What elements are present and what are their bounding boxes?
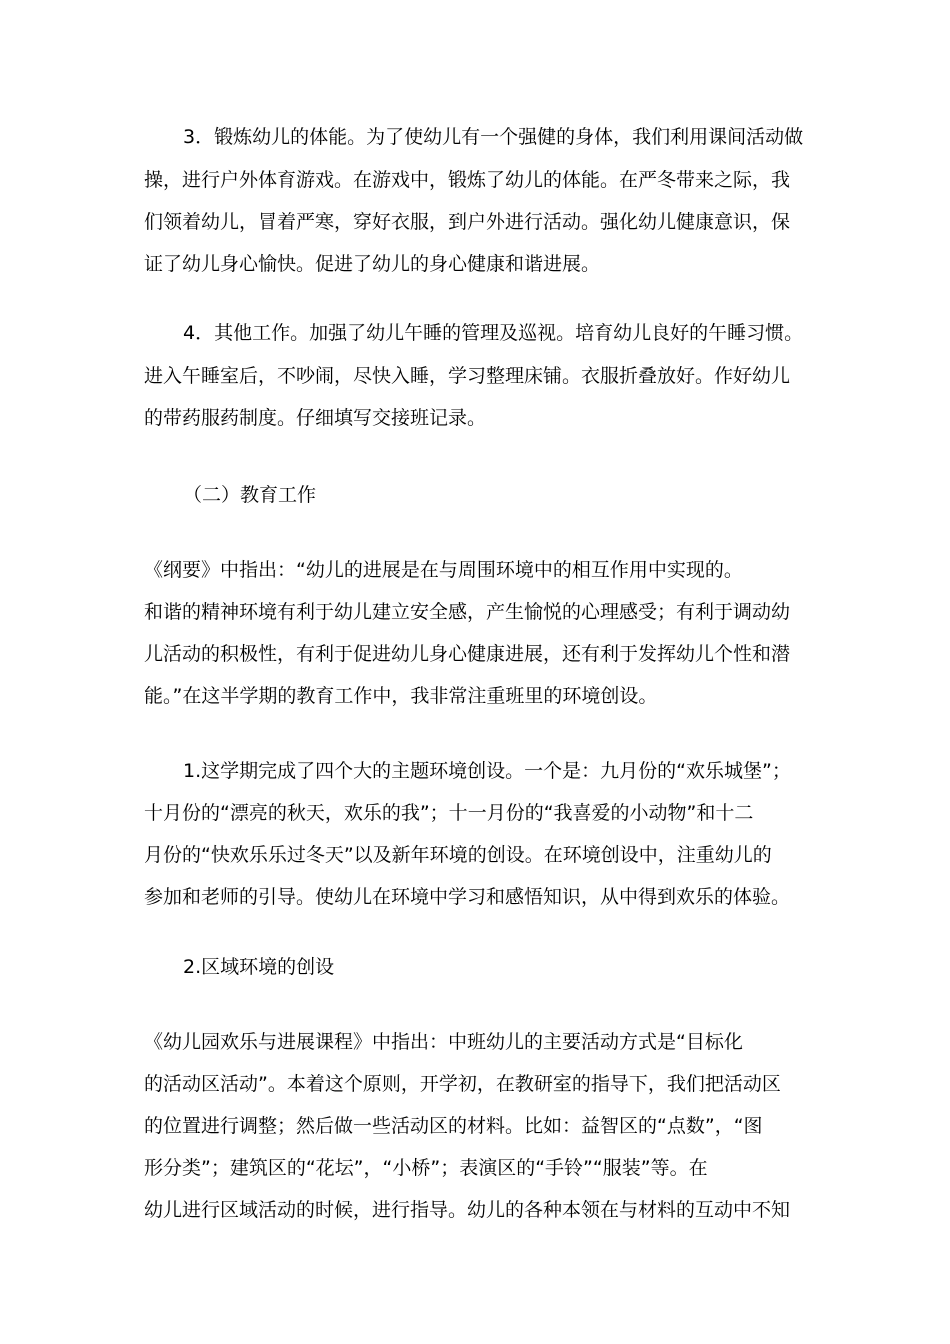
text-line: 儿活动的积极性，有利于促进幼儿身心健康进展，还有利于发挥幼儿个性和潜: [144, 643, 791, 665]
text-line: 的位置进行调整；然后做一些活动区的材料。比如：益智区的“点数”，“图: [144, 1115, 763, 1137]
text-line: 证了幼儿身心愉快。促进了幼儿的身心健康和谐进展。: [144, 253, 601, 275]
text-line: 《幼儿园欢乐与进展课程》中指出：中班幼儿的主要活动方式是“目标化: [144, 1031, 743, 1053]
text-line: 幼儿进行区域活动的时候，进行指导。幼儿的各种本领在与材料的互动中不知: [144, 1199, 791, 1221]
heading-line: 2.区域环境的创设: [183, 956, 335, 978]
text-line: 能。”在这半学期的教育工作中，我非常注重班里的环境创设。: [144, 685, 658, 707]
text-line: 4．其他工作。加强了幼儿午睡的管理及巡视。培育幼儿良好的午睡习惯。: [183, 322, 804, 344]
heading-line: （二）教育工作: [183, 484, 317, 506]
text-line: 的活动区活动”。本着这个原则，开学初，在教研室的指导下，我们把活动区: [144, 1073, 781, 1095]
text-line: 1.这学期完成了四个大的主题环境创设。一个是：九月份的“欢乐城堡”；: [183, 760, 791, 782]
text-line: 们领着幼儿，冒着严寒，穿好衣服，到户外进行活动。强化幼儿健康意识，保: [144, 211, 791, 233]
text-line: 形分类”；建筑区的“花坛”，“小桥”；表演区的“手铃”“服装”等。在: [144, 1157, 708, 1179]
text-line: 月份的“快欢乐乐过冬天”以及新年环境的创设。在环境创设中，注重幼儿的: [144, 844, 772, 866]
text-line: 参加和老师的引导。使幼儿在环境中学习和感悟知识，从中得到欢乐的体验。: [144, 886, 791, 908]
text-line: 《纲要》中指出：“幼儿的进展是在与周围环境中的相互作用中实现的。: [144, 559, 743, 581]
text-line: 操，进行户外体育游戏。在游戏中，锻炼了幼儿的体能。在严冬带来之际，我: [144, 169, 791, 191]
text-line: 进入午睡室后，不吵闹，尽快入睡，学习整理床铺。衣服折叠放好。作好幼儿: [144, 365, 791, 387]
text-line: 的带药服药制度。仔细填写交接班记录。: [144, 407, 487, 429]
text-line: 3．锻炼幼儿的体能。为了使幼儿有一个强健的身体，我们利用课间活动做: [183, 126, 804, 148]
text-line: 十月份的“漂亮的秋天，欢乐的我”；十一月份的“我喜爱的小动物”和十二: [144, 802, 754, 824]
text-line: 和谐的精神环境有利于幼儿建立安全感，产生愉悦的心理感受；有利于调动幼: [144, 601, 791, 623]
